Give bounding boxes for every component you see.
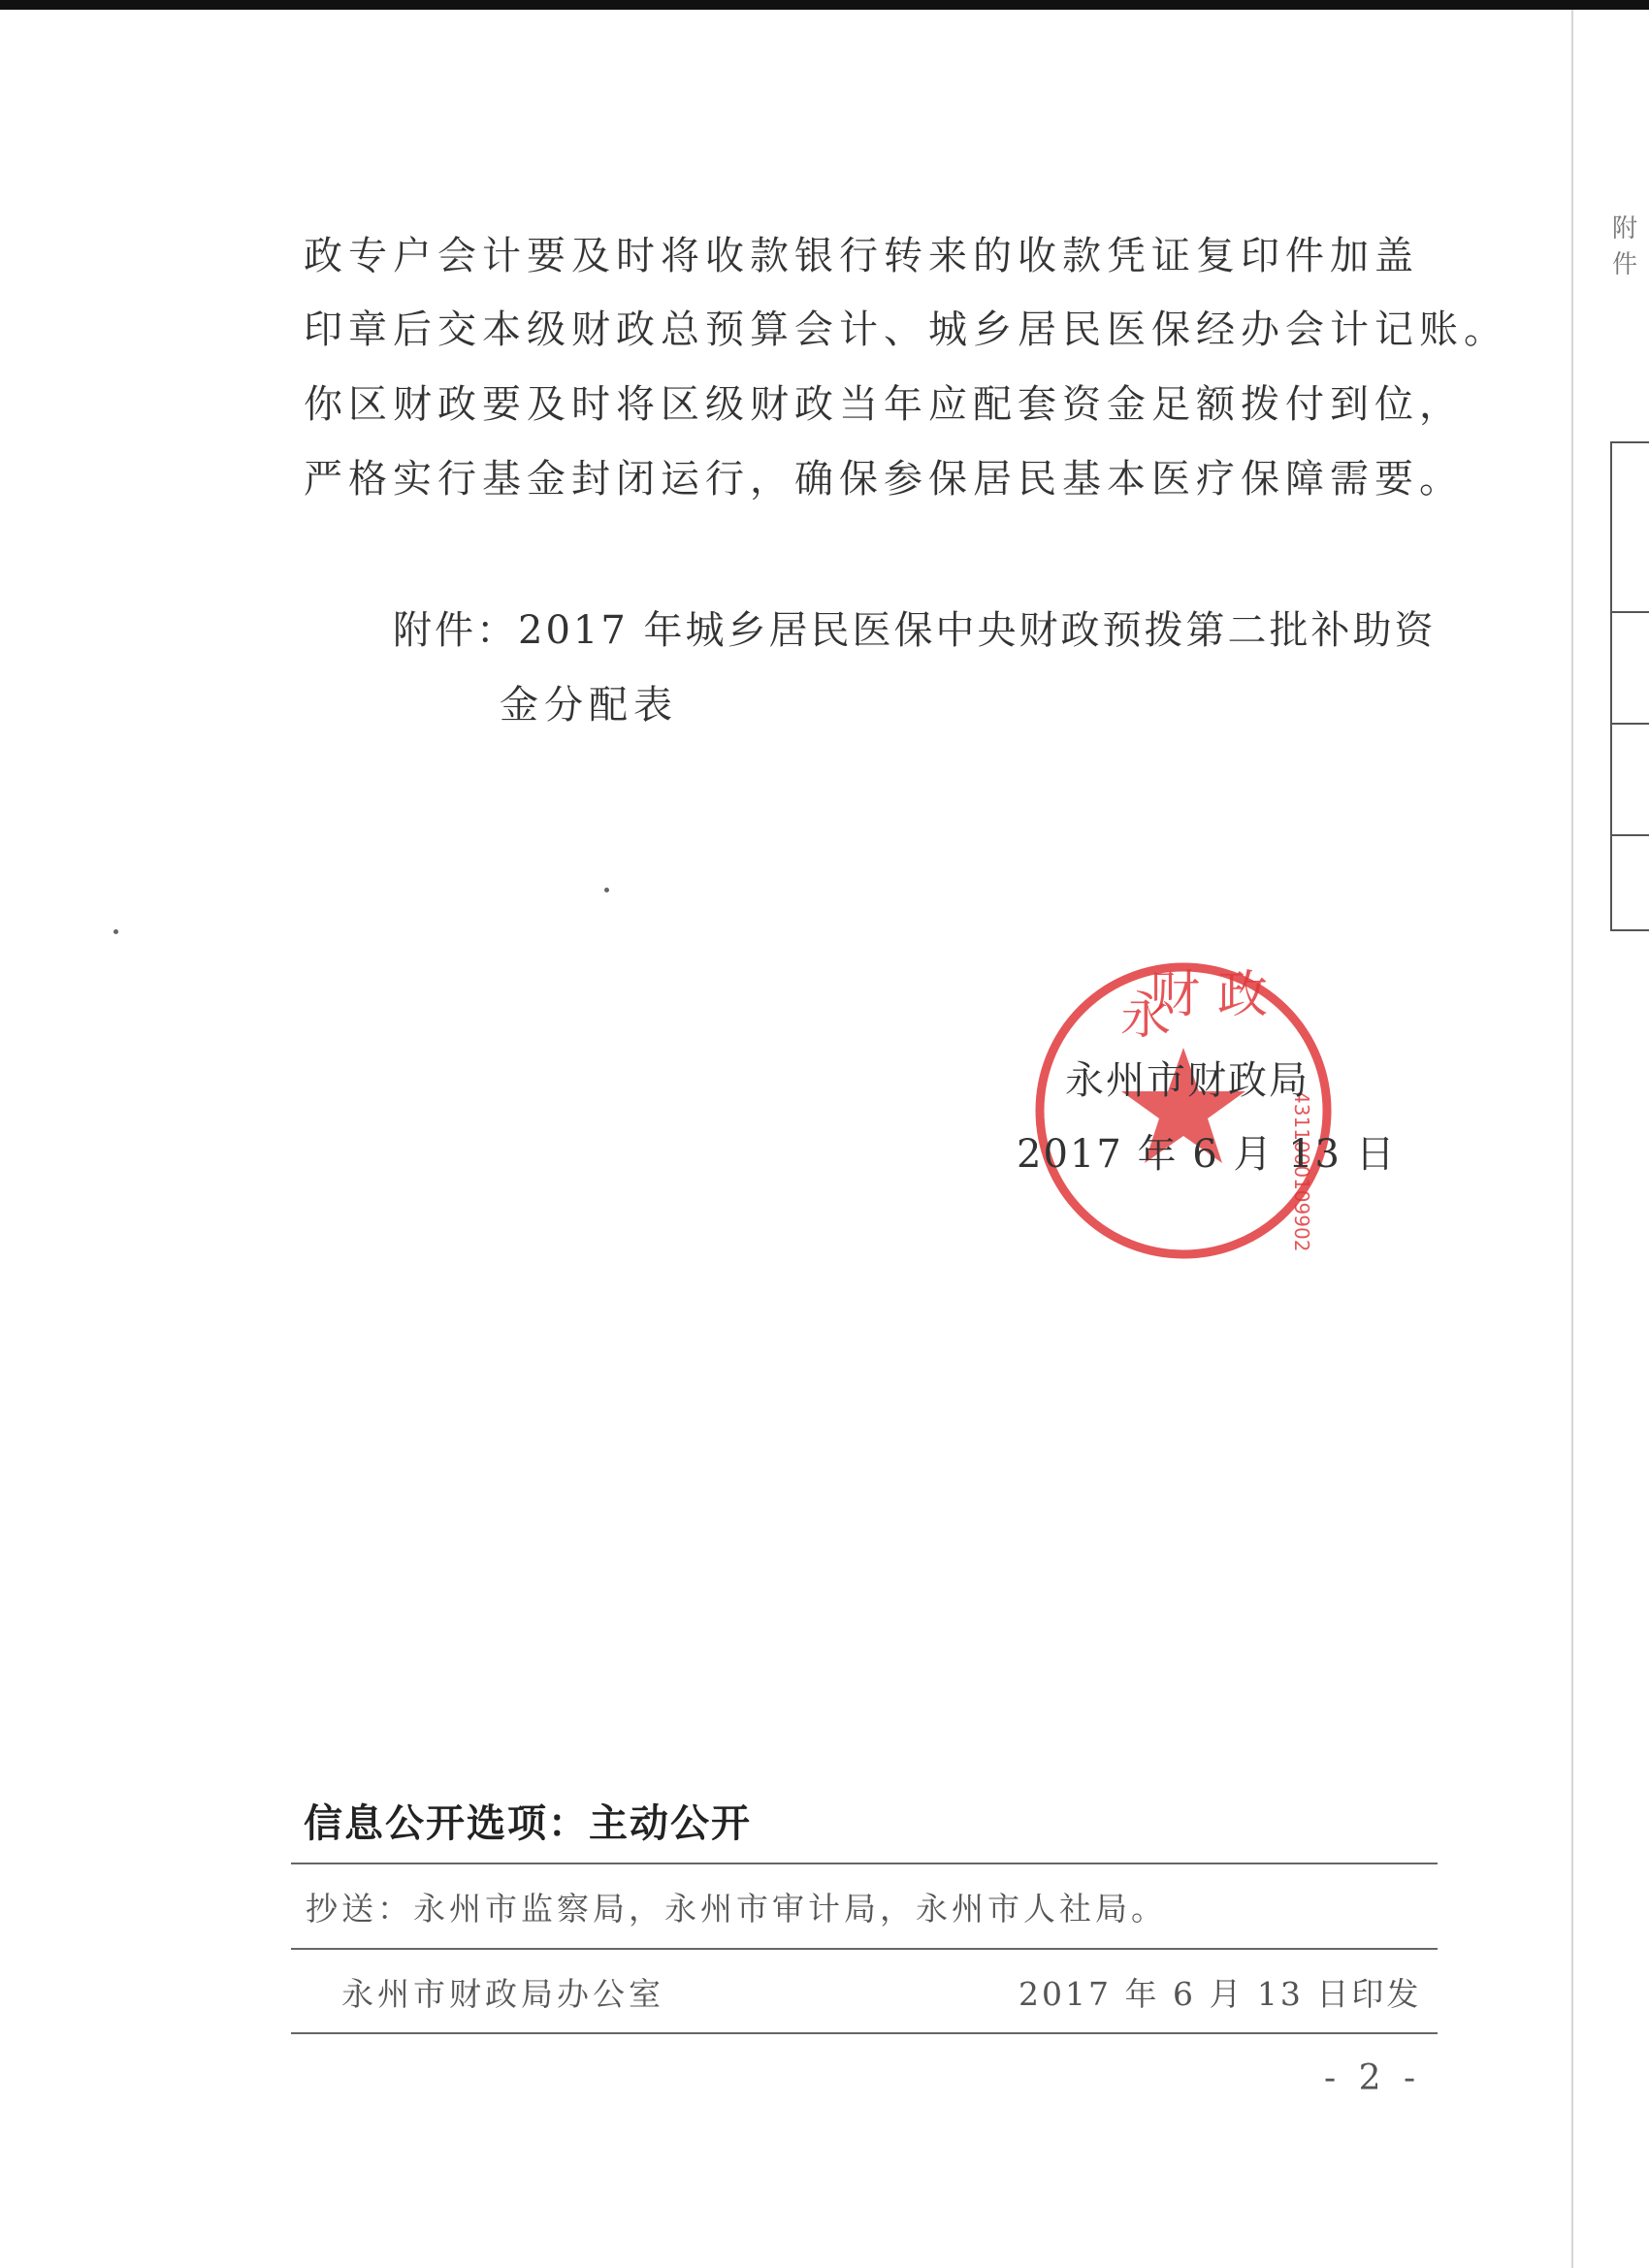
adjacent-page-label: 附件 <box>1612 214 1638 279</box>
scan-top-edge <box>0 0 1649 10</box>
scan-speck <box>113 929 118 934</box>
body-line-4: 严格实行基金封闭运行，确保参保居民基本医疗保障需要。 <box>304 457 1464 502</box>
disclosure-option: 信息公开选项：主动公开 <box>304 1801 752 1846</box>
svg-text:永: 永 <box>1120 988 1172 1046</box>
svg-text:政: 政 <box>1217 966 1269 1024</box>
attachment-line-2: 金分配表 <box>500 683 678 728</box>
svg-text:财: 财 <box>1149 966 1201 1024</box>
body-line-1: 政专户会计要及时将收款银行转来的收款凭证复印件加盖 <box>304 234 1419 278</box>
body-line-3: 你区财政要及时将区级财政当年应配套资金足额拨付到位， <box>304 382 1464 427</box>
page-right-edge <box>1571 10 1573 2268</box>
signature-date: 2017 年 6 月 13 日 <box>1017 1132 1397 1177</box>
issue-date: 2017 年 6 月 13 日印发 <box>1018 1975 1422 2013</box>
footer-rule-3 <box>291 2032 1438 2034</box>
svg-text:4311000109902: 4311000109902 <box>1290 1091 1313 1252</box>
official-seal <box>1028 956 1339 1266</box>
scan-speck <box>604 888 609 892</box>
signature-org: 永州市财政局 <box>1065 1058 1310 1103</box>
footer-rule-1 <box>291 1863 1438 1864</box>
adjacent-page-table-edge <box>1610 441 1649 931</box>
body-line-2: 印章后交本级财政总预算会计、城乡居民医保经办会计记账。 <box>304 308 1508 352</box>
issuing-office: 永州市财政局办公室 <box>341 1975 664 2013</box>
cc-list: 抄送：永州市监察局，永州市审计局，永州市人社局。 <box>306 1890 1167 1928</box>
footer-rule-2 <box>291 1948 1438 1950</box>
attachment-line-1: 附件：2017 年城乡居民医保中央财政预拨第二批补助资 <box>393 608 1437 653</box>
page-number: - 2 - <box>1324 2058 1422 2098</box>
